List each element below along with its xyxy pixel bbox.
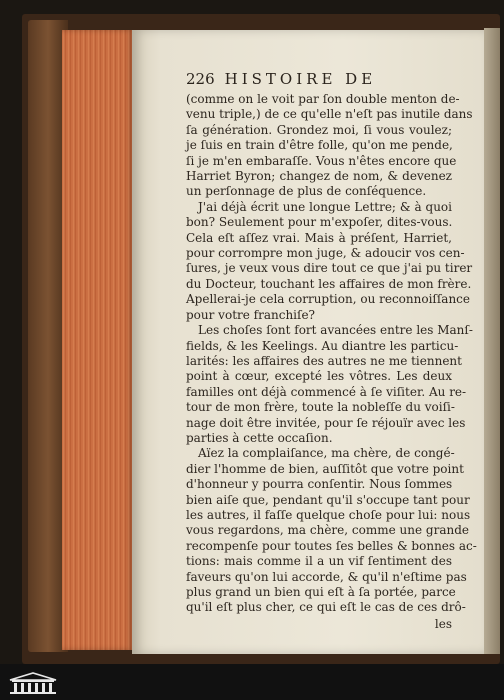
text-line: je ſuis en train d'être folle, qu'on me pende,: [186, 138, 453, 153]
text-line: faveurs qu'on lui accorde, & qu'il n'eſtime pas: [186, 569, 467, 584]
text-line: Les choſes ſont fort avancées entre les Manſ-: [198, 323, 473, 338]
text-line: bon? Seulement pour m'expoſer, dites-vous.: [186, 215, 453, 230]
text-line: vous regardons, ma chère, comme une grande: [186, 523, 469, 538]
text-line: ſures, je veux vous dire tout ce que j'ai pu tirer: [186, 261, 473, 276]
text-line: Harriet Byron; changez de nom, & devenez: [186, 169, 452, 184]
library-building-logo: [6, 670, 60, 696]
text-line: dier l'homme de bien, auſſitôt que votre point: [186, 461, 464, 476]
text-line: du Docteur, touchant les affaires de mon frère.: [186, 276, 472, 291]
text-line: ſa génération. Grondez moi, ſi vous voulez;: [186, 122, 452, 137]
viewer-footer: [0, 664, 504, 700]
text-line: (comme on le voit par ſon double menton de-: [186, 92, 460, 106]
text-line: ſi je m'en embaraſſe. Vous n'êtes encore que: [186, 153, 457, 168]
text-line: venu triple,) de ce qu'elle n'eſt pas inutile dans: [186, 107, 473, 122]
text-line: tour de mon frère, toute la nobleſſe du voiſi-: [186, 400, 455, 415]
running-header: [186, 70, 466, 90]
text-line: Apellerai-je cela corruption, ou reconnoiſſance: [186, 292, 471, 307]
text-line: J'ai déjà écrit une longue Lettre; & à quoi: [198, 199, 452, 214]
text-line: nage doit être invitée, pour ſe réjouïr avec les: [186, 415, 466, 430]
text-line: recompenſe pour toutes ſes belles & bonnes ac-: [186, 538, 477, 553]
text-line: tions: mais comme il a un vif ſentiment des: [186, 554, 452, 569]
text-line: familles ont déjà commencé à ſe viſiter. Au re-: [186, 384, 467, 399]
text-line: fields, & les Keelings. Au diantre les particu-: [186, 338, 459, 353]
text-line: Cela eſt aſſez vrai. Mais à préſent, Harriet,: [186, 230, 452, 245]
text-line: qu'il eſt plus cher, ce qui eſt le cas de ces drô-: [186, 600, 466, 615]
text-line: larités: les affaires des autres ne me tiennent: [186, 353, 462, 368]
text-line: parties à cette occaſion.: [186, 430, 333, 445]
text-line: les autres, il faſſe quelque choſe pour lui: nous: [186, 507, 471, 522]
text-line: d'honneur y pourra conſentir. Nous ſommes: [186, 477, 453, 492]
page-edges: [62, 30, 134, 650]
catchword: les: [434, 616, 452, 631]
text-line: pour votre franchiſe?: [186, 307, 315, 322]
body-text: [186, 92, 477, 632]
text-line: pour corrompre mon juge, & adoucir vos cen-: [186, 246, 465, 261]
running-title: HISTOIRE DE: [224, 70, 377, 88]
text-line: un perſonnage de plus de conſéquence.: [186, 184, 427, 199]
text-line: plus grand un bien qui eſt à ſa portée, parce: [186, 585, 456, 599]
page-number: 226: [186, 70, 215, 88]
text-line: Aïez la complaiſance, ma chère, de congé-: [198, 446, 455, 461]
next-page-edge: [484, 28, 500, 654]
text-line: bien aiſe que, pendant qu'il s'occupe tant pour: [186, 492, 470, 507]
text-line: point à cœur, excepté les vôtres. Les deux: [186, 369, 452, 384]
